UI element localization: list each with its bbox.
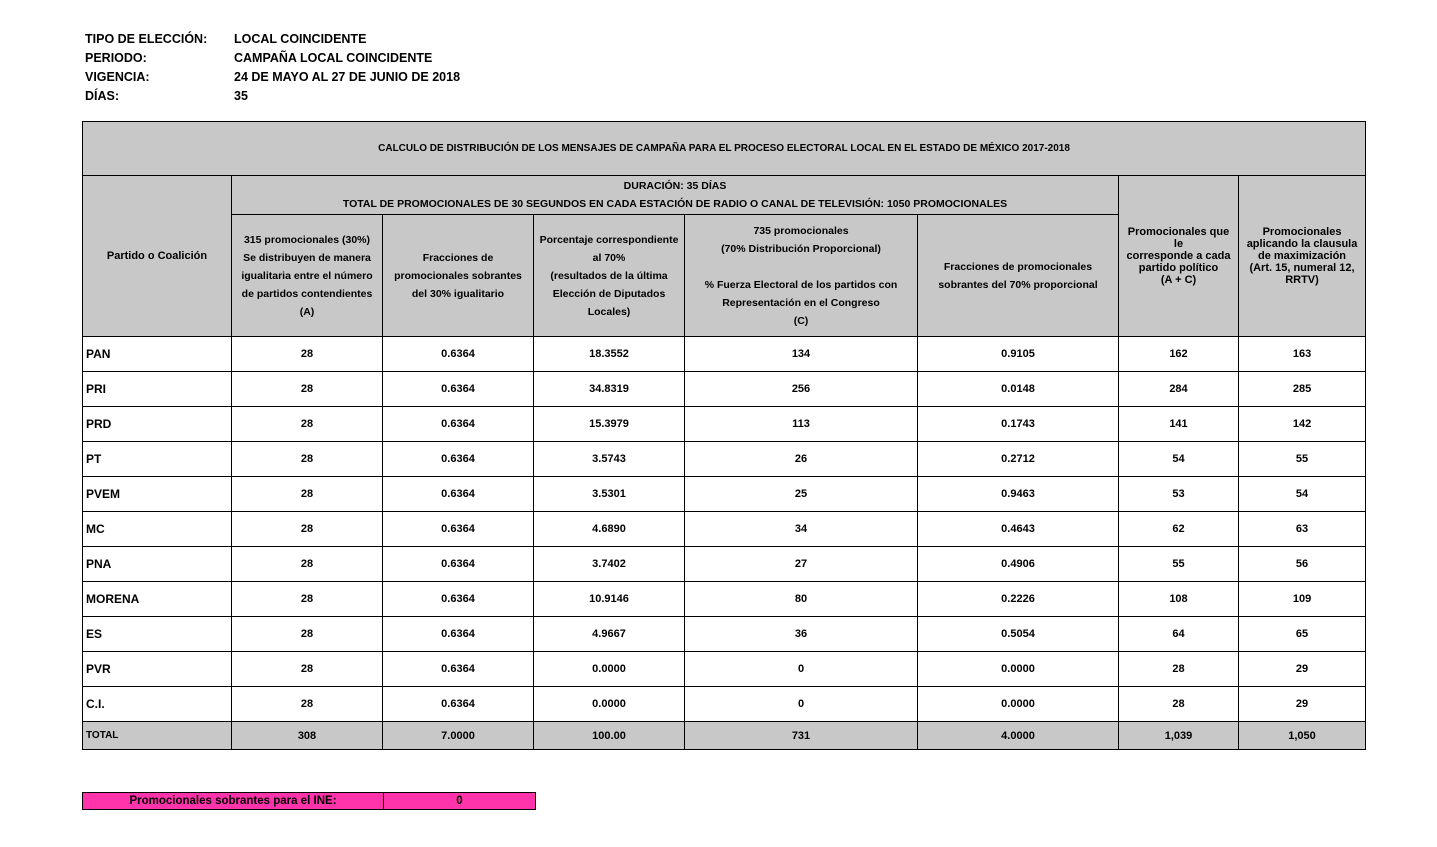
table-cell: 28: [232, 512, 383, 547]
header-fractions-30: [383, 215, 534, 337]
header-line: Fracciones de promocionales: [943, 260, 1093, 273]
info-value: LOCAL COINCIDENTE: [234, 32, 367, 46]
duration-line-1: DURACIÓN: 35 DÍAS: [623, 180, 727, 192]
table-cell: 0: [685, 652, 918, 687]
table-cell: 0.6364: [383, 407, 534, 442]
table-cell: 65: [1239, 617, 1366, 652]
header-line: 315 promocionales (30%): [243, 233, 371, 246]
table-row: [83, 617, 1366, 652]
header-line: (70% Distribución Proporcional): [721, 242, 881, 255]
info-value: 35: [234, 89, 248, 103]
info-row: [85, 30, 460, 49]
table-cell: 54: [1239, 477, 1366, 512]
table-cell: 3.5301: [534, 477, 685, 512]
table-cell: 28: [232, 477, 383, 512]
table-cell: 284: [1119, 372, 1239, 407]
table-cell: 28: [232, 442, 383, 477]
table-cell: 28: [232, 547, 383, 582]
header-line: [688, 258, 914, 276]
header-line: sobrantes del 70% proporcional: [938, 278, 1098, 291]
party-name: ES: [83, 617, 232, 652]
table-cell: 27: [685, 547, 918, 582]
header-line: del 30% igualitario: [411, 287, 505, 300]
table-row: [83, 442, 1366, 477]
table-cell: 56: [1239, 547, 1366, 582]
table-cell: 28: [232, 617, 383, 652]
info-row: [85, 49, 460, 68]
header-line: (C): [793, 314, 809, 327]
table-cell: 0.9105: [918, 337, 1119, 372]
total-cell-7: 1,050: [1239, 722, 1366, 750]
table-row: [83, 337, 1366, 372]
table-row: [83, 582, 1366, 617]
party-name: C.I.: [83, 687, 232, 722]
total-cell-4: 731: [685, 722, 918, 750]
party-name: PRD: [83, 407, 232, 442]
table-cell: 0.0148: [918, 372, 1119, 407]
header-line: (Art. 15, numeral 12,: [1249, 262, 1355, 274]
header-percentage-70: [534, 215, 685, 337]
header-maximization: [1239, 176, 1366, 337]
table-row: [83, 477, 1366, 512]
header-line: promocionales sobrantes: [394, 269, 522, 282]
table-cell: 62: [1119, 512, 1239, 547]
total-cell-2: 7.0000: [383, 722, 534, 750]
table-cell: 134: [685, 337, 918, 372]
distribution-table: [82, 121, 1366, 750]
table-cell: 36: [685, 617, 918, 652]
header-line: (A): [299, 305, 315, 318]
table-cell: 0.4906: [918, 547, 1119, 582]
header-line: al 70%: [592, 251, 626, 264]
table-cell: 0.6364: [383, 582, 534, 617]
table-cell: 28: [232, 337, 383, 372]
table-cell: 26: [685, 442, 918, 477]
table-cell: 55: [1239, 442, 1366, 477]
party-name: MC: [83, 512, 232, 547]
header-line: partido político: [1138, 262, 1219, 274]
table-cell: 0.6364: [383, 442, 534, 477]
header-line: % Fuerza Electoral de los partidos con: [704, 278, 898, 291]
table-cell: 142: [1239, 407, 1366, 442]
header-line: Representación en el Congreso: [722, 296, 880, 309]
table-cell: 0.0000: [534, 687, 685, 722]
table-cell: 0.5054: [918, 617, 1119, 652]
table-cell: 0.2226: [918, 582, 1119, 617]
info-value: CAMPAÑA LOCAL COINCIDENTE: [234, 51, 433, 65]
table-cell: 0.4643: [918, 512, 1119, 547]
total-cell-0: TOTAL: [83, 722, 232, 750]
table-cell: 0.0000: [918, 652, 1119, 687]
table-cell: 0.0000: [534, 652, 685, 687]
table-cell: 28: [232, 687, 383, 722]
table-row: [83, 687, 1366, 722]
header-line: Promocionales que le: [1127, 226, 1230, 250]
ine-value: 0: [384, 793, 536, 810]
table-cell: 28: [232, 652, 383, 687]
ine-remaining-box: [82, 792, 536, 810]
table-cell: 0.6364: [383, 337, 534, 372]
table-cell: 15.3979: [534, 407, 685, 442]
table-cell: 0.6364: [383, 477, 534, 512]
table-cell: 10.9146: [534, 582, 685, 617]
duration-line-2: TOTAL DE PROMOCIONALES DE 30 SEGUNDOS EN CADA ESTACIÓN DE RADIO O CANAL DE TELEVISIÓN: 1050 PROMOCIONALES: [342, 198, 1008, 210]
table-cell: 55: [1119, 547, 1239, 582]
header-party: Partido o Coalición: [83, 176, 232, 337]
info-row: [85, 68, 460, 87]
header-line: Locales): [587, 305, 631, 318]
header-line: 735 promocionales: [753, 224, 849, 237]
total-cell-6: 1,039: [1119, 722, 1239, 750]
header-line: igualitaria entre el número: [241, 269, 373, 282]
table-cell: 0.6364: [383, 512, 534, 547]
table-row: [83, 407, 1366, 442]
table-cell: 162: [1119, 337, 1239, 372]
party-name: PAN: [83, 337, 232, 372]
table-cell: 80: [685, 582, 918, 617]
table-title: CALCULO DE DISTRIBUCIÓN DE LOS MENSAJES DE CAMPAÑA PARA EL PROCESO ELECTORAL LOCAL EN EL ESTADO DE MÉXICO 2017-2018: [83, 122, 1366, 176]
table-cell: 64: [1119, 617, 1239, 652]
party-name: PT: [83, 442, 232, 477]
table-cell: 29: [1239, 652, 1366, 687]
info-value: 24 DE MAYO AL 27 DE JUNIO DE 2018: [234, 70, 461, 84]
header-line: (resultados de la última: [550, 269, 668, 282]
table-cell: 34.8319: [534, 372, 685, 407]
table-cell: 4.6890: [534, 512, 685, 547]
total-cell-1: 308: [232, 722, 383, 750]
header-line: corresponde a cada: [1126, 250, 1231, 262]
table-cell: 0.6364: [383, 547, 534, 582]
table-cell: 28: [232, 372, 383, 407]
table-cell: 0: [685, 687, 918, 722]
party-name: MORENA: [83, 582, 232, 617]
table-cell: 28: [1119, 652, 1239, 687]
table-cell: 18.3552: [534, 337, 685, 372]
table-row: [83, 652, 1366, 687]
table-cell: 0.6364: [383, 372, 534, 407]
header-igualitario-a: [232, 215, 383, 337]
header-line: aplicando la clausula: [1246, 238, 1358, 250]
info-label: DÍAS:: [85, 89, 120, 103]
table-cell: 141: [1119, 407, 1239, 442]
info-label: TIPO DE ELECCIÓN:: [85, 32, 208, 46]
header-line: Se distribuyen de manera: [243, 251, 371, 264]
table-cell: 0.9463: [918, 477, 1119, 512]
table-cell: 285: [1239, 372, 1366, 407]
ine-label: Promocionales sobrantes para el INE:: [83, 793, 384, 810]
table-cell: 0.2712: [918, 442, 1119, 477]
table-cell: 0.6364: [383, 652, 534, 687]
table-cell: 163: [1239, 337, 1366, 372]
table-cell: 25: [685, 477, 918, 512]
info-row: [85, 87, 460, 106]
table-cell: 28: [232, 582, 383, 617]
header-proportional-c: [685, 215, 918, 337]
table-cell: 113: [685, 407, 918, 442]
table-cell: 29: [1239, 687, 1366, 722]
total-row: [83, 722, 1366, 750]
header-line: de maximización: [1257, 250, 1347, 262]
party-name: PNA: [83, 547, 232, 582]
total-cell-3: 100.00: [534, 722, 685, 750]
header-line: Porcentaje correspondiente: [539, 233, 679, 246]
header-line: (A + C): [1160, 274, 1197, 286]
table-cell: 108: [1119, 582, 1239, 617]
info-label: PERIODO:: [85, 51, 147, 65]
table-cell: 0.1743: [918, 407, 1119, 442]
table-cell: 3.5743: [534, 442, 685, 477]
table-cell: 256: [685, 372, 918, 407]
table-cell: 0.0000: [918, 687, 1119, 722]
header-fractions-70: [918, 215, 1119, 337]
table-row: [83, 372, 1366, 407]
header-a-plus-c: [1119, 176, 1239, 337]
party-name: PRI: [83, 372, 232, 407]
election-info: [85, 30, 460, 106]
header-line: RRTV): [1285, 274, 1319, 286]
party-name: PVR: [83, 652, 232, 687]
header-line: de partidos contendientes: [241, 287, 373, 300]
party-name: PVEM: [83, 477, 232, 512]
table-row: [83, 512, 1366, 547]
table-cell: 54: [1119, 442, 1239, 477]
duration-header: [232, 176, 1119, 215]
table-cell: 63: [1239, 512, 1366, 547]
table-cell: 3.7402: [534, 547, 685, 582]
table-cell: 0.6364: [383, 617, 534, 652]
info-label: VIGENCIA:: [85, 70, 150, 84]
table-cell: 53: [1119, 477, 1239, 512]
table-cell: 0.6364: [383, 687, 534, 722]
table-cell: 34: [685, 512, 918, 547]
table-cell: 4.9667: [534, 617, 685, 652]
table-cell: 109: [1239, 582, 1366, 617]
header-line: Fracciones de: [422, 251, 494, 264]
table-row: [83, 547, 1366, 582]
total-cell-5: 4.0000: [918, 722, 1119, 750]
table-body: [83, 337, 1366, 722]
table-cell: 28: [1119, 687, 1239, 722]
header-line: Promocionales: [1262, 226, 1342, 238]
table-cell: 28: [232, 407, 383, 442]
header-line: Elección de Diputados: [552, 287, 666, 300]
